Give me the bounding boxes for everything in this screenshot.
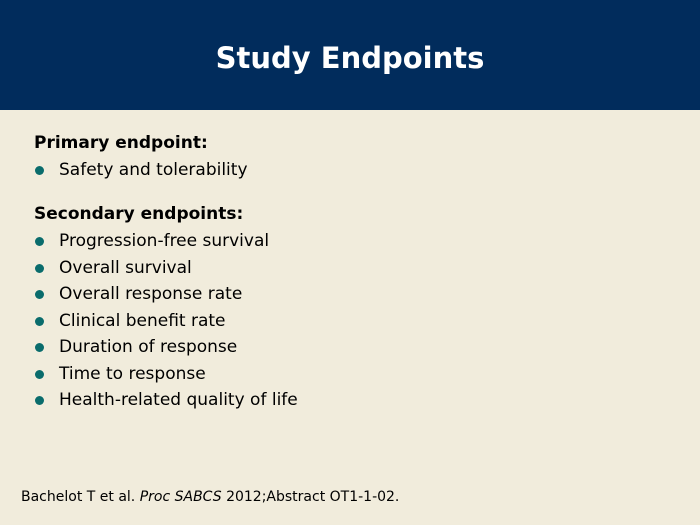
citation-authors: Bachelot T et al. — [21, 489, 136, 505]
bullet-icon — [35, 264, 44, 273]
bullet-icon — [35, 237, 44, 246]
list-item-text: Overall survival — [59, 257, 192, 278]
list-item-text: Duration of response — [59, 337, 238, 357]
list-item-text: Clinical benefit rate — [59, 310, 226, 331]
citation-journal: Proc SABCS — [139, 489, 222, 505]
bullet-icon — [35, 290, 44, 299]
list-item-text: Health-related quality of life — [59, 390, 298, 410]
title-bar — [0, 0, 700, 110]
bullet-icon — [35, 166, 44, 175]
secondary-endpoints-heading: Secondary endpoints: — [34, 204, 244, 224]
list-item-text: Overall response rate — [59, 284, 243, 304]
slide-title: Study Endpoints — [215, 41, 485, 75]
primary-endpoint-heading: Primary endpoint: — [34, 133, 208, 153]
bullet-icon — [35, 396, 44, 405]
bullet-icon — [35, 343, 44, 352]
list-item-text: Progression-free survival — [59, 231, 270, 251]
citation — [21, 488, 399, 506]
list-item-text: Time to response — [59, 363, 206, 384]
citation-details: 2012;Abstract OT1-1-02. — [226, 489, 400, 505]
bullet-icon — [35, 317, 44, 326]
bullet-icon — [35, 370, 44, 379]
list-item-text: Safety and tolerability — [59, 160, 248, 180]
